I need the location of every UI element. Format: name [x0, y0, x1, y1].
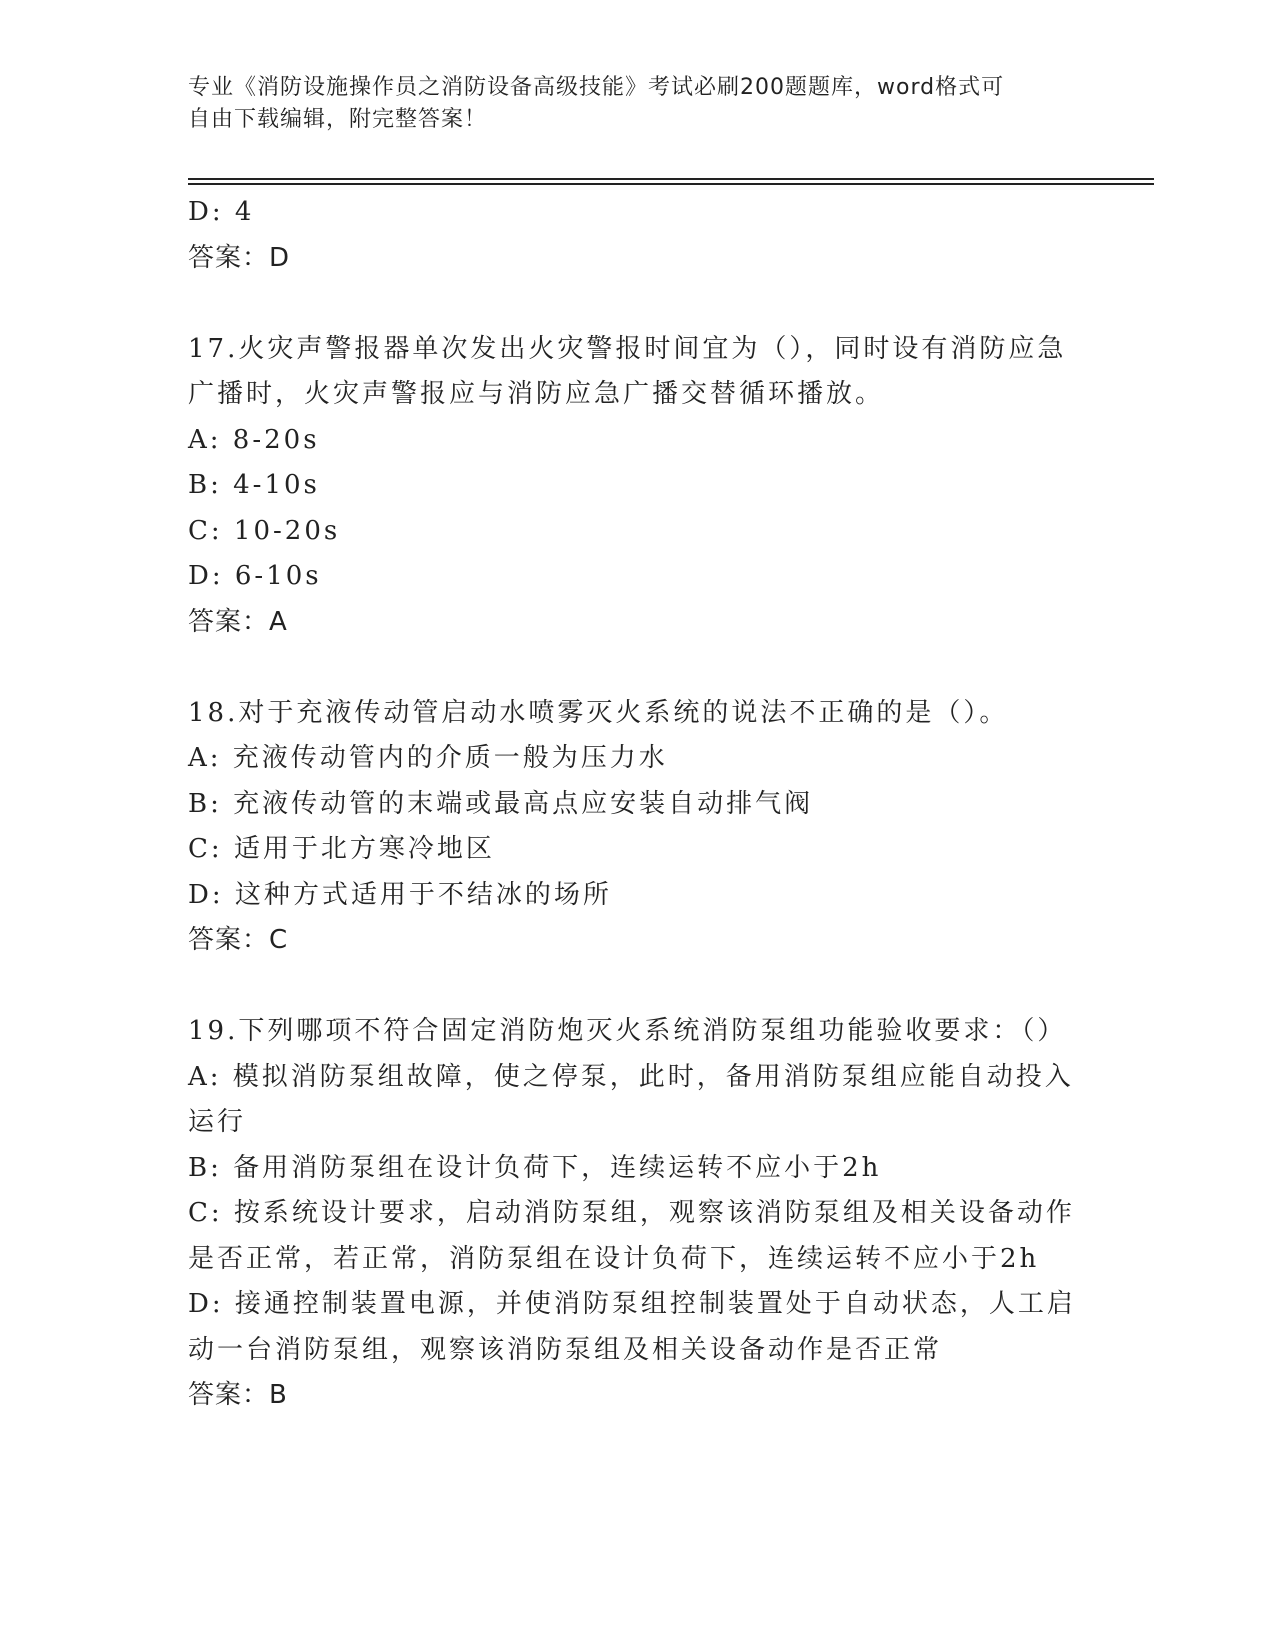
spacer — [188, 645, 1088, 691]
question-stem: 19.下列哪项不符合固定消防炮灭火系统消防泵组功能验收要求：（） — [188, 1016, 1067, 1046]
header-rule-bottom — [188, 183, 1154, 185]
document-body — [188, 190, 1088, 1419]
option-b: B: 4-10s — [188, 470, 320, 500]
header-line-2: 自由下载编辑，附完整答案！ — [188, 107, 488, 132]
option-b: B: 充液传动管的末端或最高点应安装自动排气阀 — [188, 788, 814, 819]
question-stem: 17.火灾声警报器单次发出火灾警报时间宜为（），同时设有消防应急 — [188, 333, 1067, 364]
option-c: C: 10-20s — [188, 515, 341, 546]
header-rule-top — [188, 178, 1154, 180]
option-c: C: 适用于北方寒冷地区 — [188, 834, 495, 864]
option-a: A: 模拟消防泵组故障，使之停泵，此时，备用消防泵组应能自动投入 — [188, 1061, 1074, 1092]
header-line-1: 专业《消防设施操作员之消防设备高级技能》考试必刷200题题库，word格式可 — [188, 75, 1005, 100]
answer-line: 答案：D — [188, 242, 291, 273]
page-header — [188, 72, 1068, 136]
option-d: D: 这种方式适用于不结冰的场所 — [188, 879, 612, 910]
option-a-continued: 运行 — [188, 1107, 247, 1137]
option-a: A: 充液传动管内的介质一般为压力水 — [188, 743, 668, 773]
spacer — [188, 281, 1088, 327]
answer-line: 答案：B — [188, 1380, 288, 1410]
question-17 — [188, 327, 1088, 646]
question-stem-continued: 广播时，火灾声警报应与消防应急广播交替循环播放。 — [188, 379, 885, 409]
answer-line: 答案：A — [188, 606, 288, 637]
spacer — [188, 964, 1088, 1010]
option-d: D: 接通控制装置电源，并使消防泵组控制装置处于自动状态，人工启 — [188, 1289, 1076, 1319]
option-b: B: 备用消防泵组在设计负荷下，连续运转不应小于2h — [188, 1152, 882, 1183]
option-d: D: 4 — [188, 197, 255, 227]
question-stem: 18.对于充液传动管启动水喷雾灭火系统的说法不正确的是（）。 — [188, 697, 1009, 728]
option-d-continued: 动一台消防泵组，观察该消防泵组及相关设备动作是否正常 — [188, 1334, 943, 1365]
question-18 — [188, 691, 1088, 964]
question-19 — [188, 1009, 1088, 1419]
option-a: A: 8-20s — [188, 424, 320, 455]
answer-line: 答案：C — [188, 925, 289, 955]
option-c: C: 按系统设计要求，启动消防泵组，观察该消防泵组及相关设备动作 — [188, 1198, 1075, 1228]
option-d: D: 6-10s — [188, 561, 322, 591]
option-c-continued: 是否正常，若正常，消防泵组在设计负荷下，连续运转不应小于2h — [188, 1243, 1040, 1274]
previous-question-tail — [188, 190, 1088, 281]
